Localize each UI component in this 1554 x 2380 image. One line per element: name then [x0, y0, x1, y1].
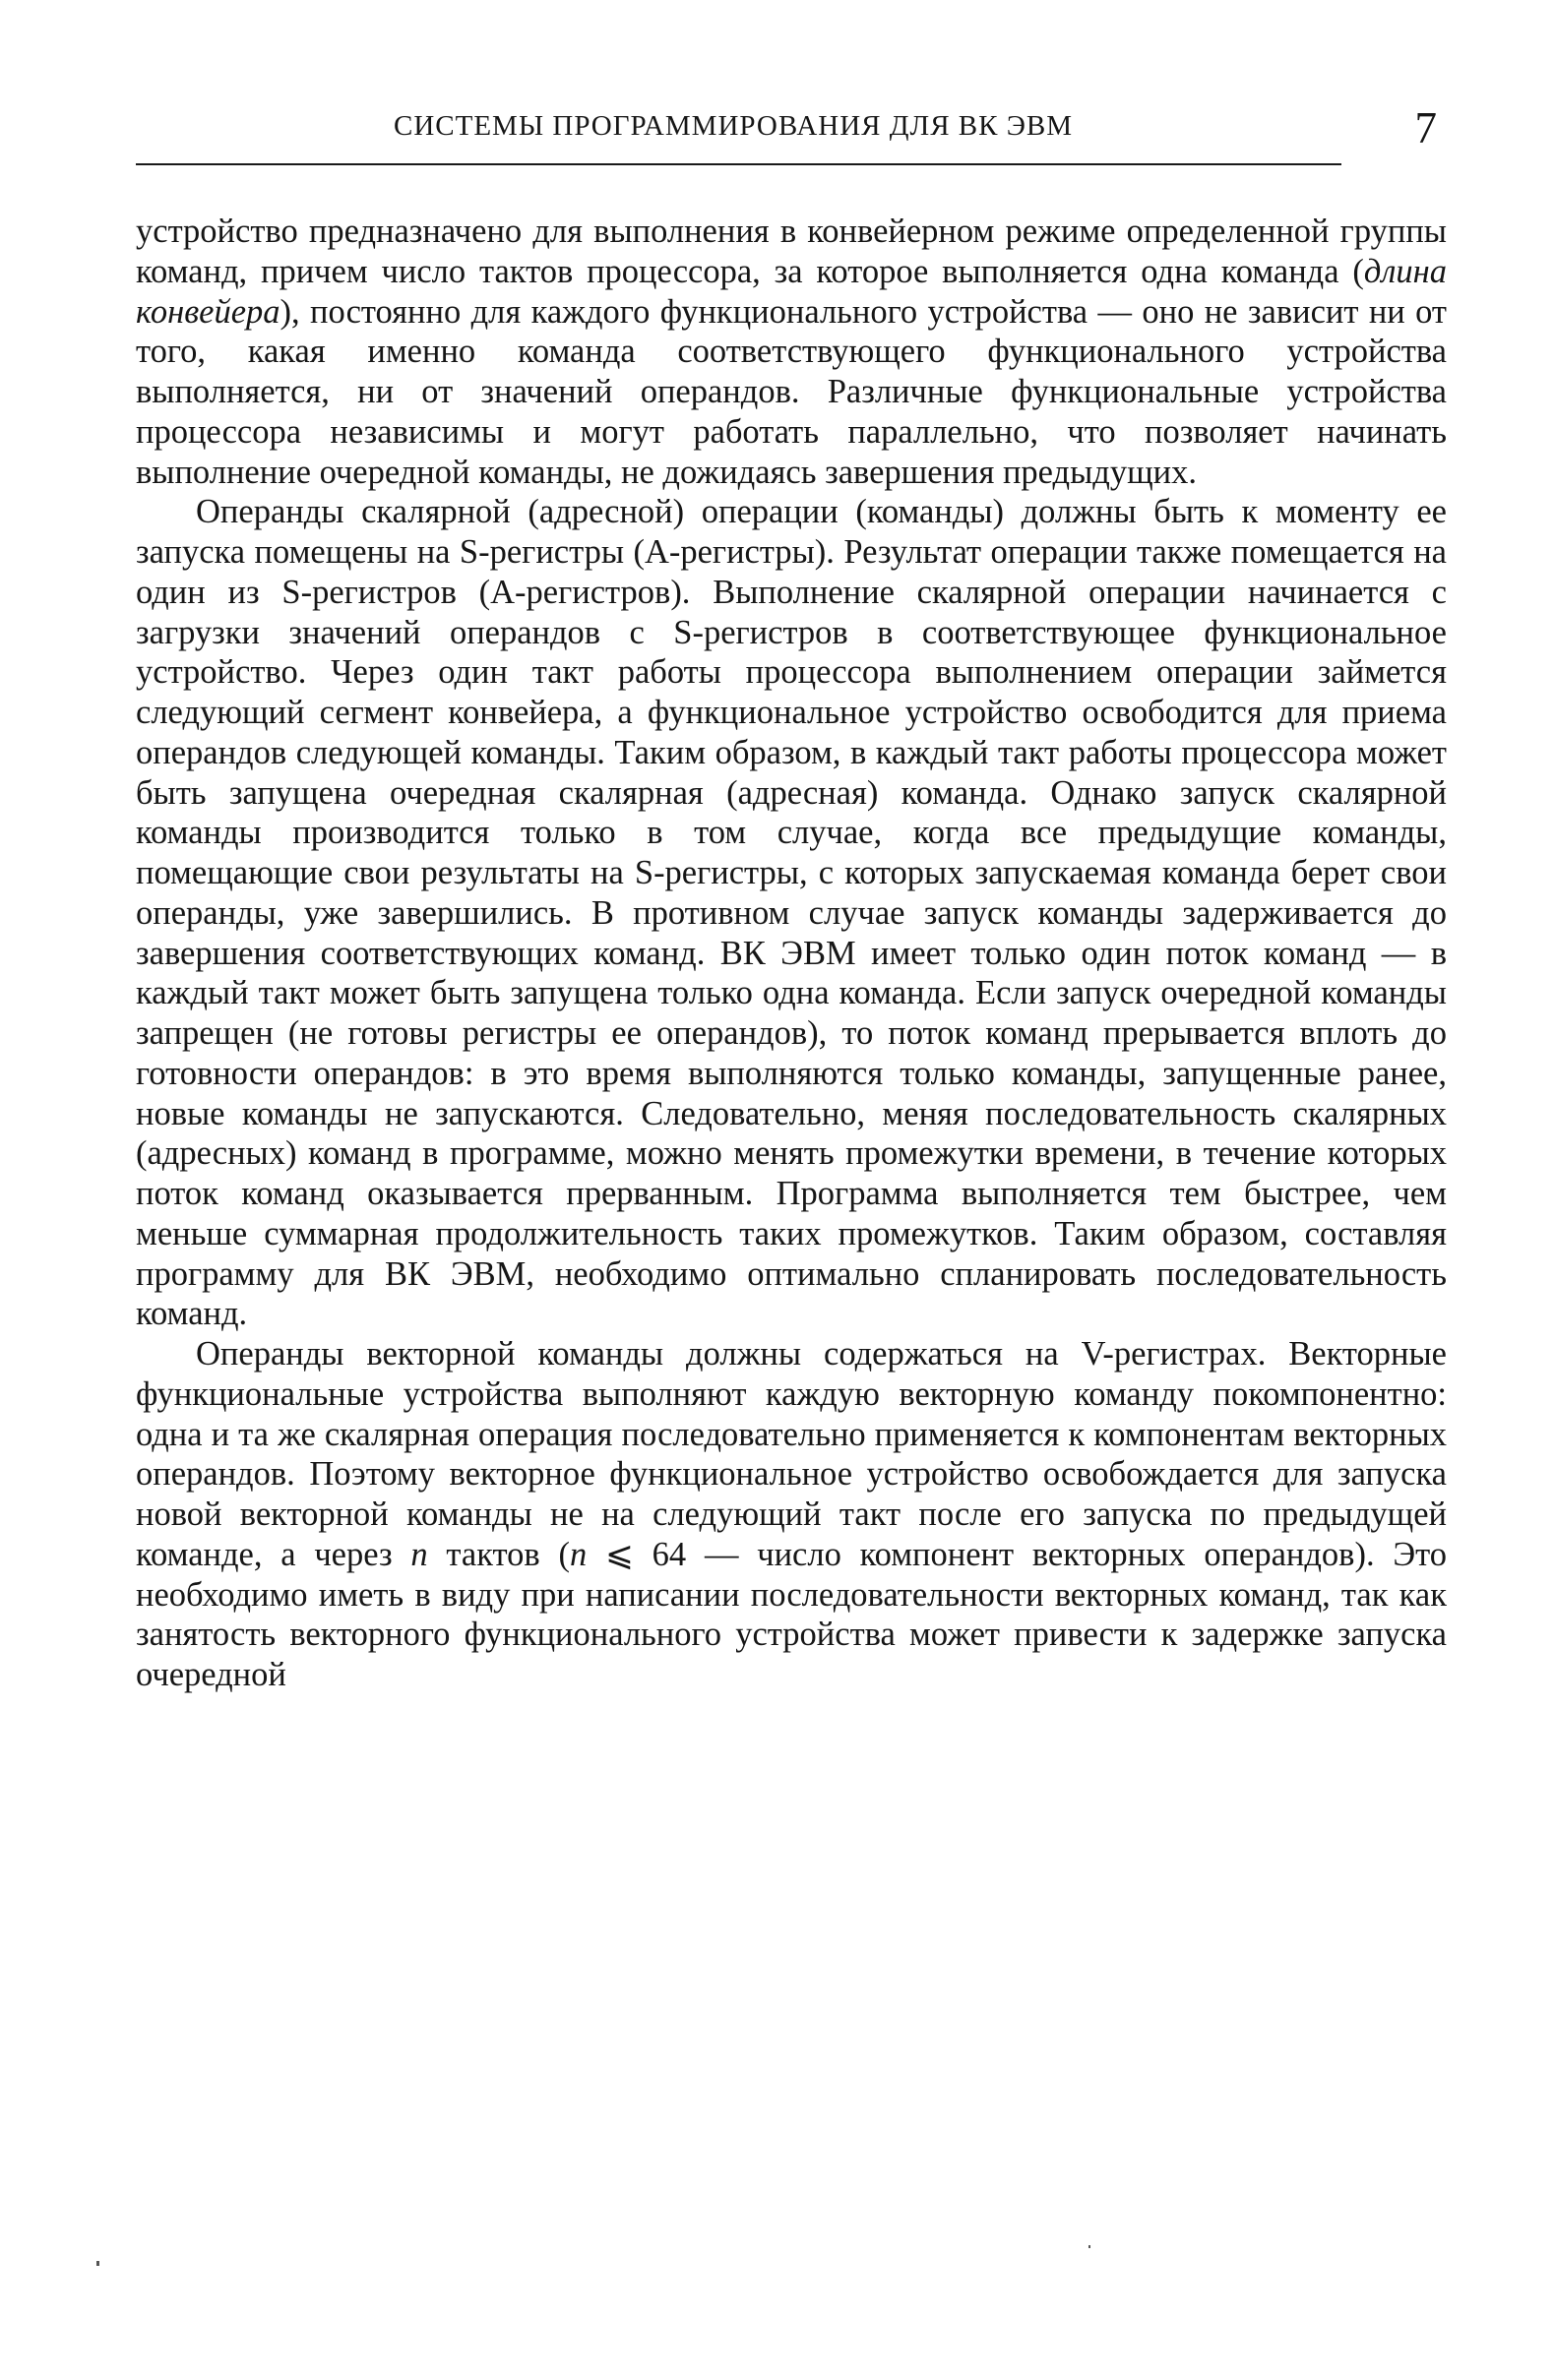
paragraph-3-n-symbol-2: n: [569, 1535, 588, 1573]
running-title: СИСТЕМЫ ПРОГРАММИРОВАНИЯ ДЛЯ ВК ЭВМ: [394, 110, 1074, 142]
print-speck: [1088, 2245, 1090, 2248]
print-speck: [96, 2261, 99, 2266]
paragraph-3-text-c: ⩽ 64 — число компонент векторных операндов). Это необходимо иметь в виду при написании последовательности векторных команд, так как занятость векторного функционального устройства может привести к задержке запуска очередной: [136, 1535, 1448, 1693]
paragraph-3-n-symbol: n: [410, 1535, 428, 1573]
paragraph-1: [136, 212, 1447, 492]
body-text: [136, 212, 1447, 1695]
paragraph-3-text-a: Операнды векторной команды должны содержаться на V-регистрах. Векторные функциональные устройства выполняют каждую векторную команду покомпонентно: одна и та же скалярная операция последовательно применяется к компонентам векторных операндов. Поэтому векторное функциональное устройство освобождается для запуска новой векторной команды не на следующий такт после его запуска по предыдущей команде, а через: [136, 1335, 1447, 1573]
running-header: [136, 102, 1447, 171]
paragraph-3: [136, 1334, 1447, 1695]
paragraph-2: Операнды скалярной (адресной) операции (команды) должны быть к моменту ее запуска помещены на S-регистры (А-регистры). Результат операции также помещается на один из S-регистров (А-регистров). Выполнение скалярной операции начинается с загрузки значений операндов с S-регистров в соответствующее функциональное устройство. Через один такт работы процессора выполнением операции займется следующий сегмент конвейера, а функциональное устройство освободится для приема операндов следующей команды. Таким образом, в каждый такт работы процессора может быть запущена очередная скалярная (адресная) команда. Однако запуск скалярной команды производится только в том случае, когда все предыдущие команды, помещающие свои результаты на S-регистры, с которых запускаемая команда берет свои операнды, уже завершились. В противном случае запуск команды задерживается до завершения соответствующих команд. ВК ЭВМ имеет только один поток команд — в каждый такт может быть запущена только одна команда. Если запуск очередной команды запрещен (не готовы регистры ее операндов), то поток команд прерывается вплоть до готовности операндов: в это время выполняются только команды, запущенные ранее, новые команды не запускаются. Следовательно, меняя последовательность скалярных (адресных) команд в программе, можно менять промежутки времени, в течение которых поток команд оказывается прерванным. Программа выполняется тем быстрее, чем меньше суммарная продолжительность таких промежутков. Таким образом, составляя программу для ВК ЭВМ, необходимо оптимально спланировать последовательность команд.: [136, 493, 1447, 1333]
header-rule: [136, 163, 1341, 165]
paragraph-1-term: длина конвейера: [136, 252, 1447, 331]
page-number: 7: [1414, 103, 1437, 153]
paragraph-3-text-b: тактов (: [427, 1535, 570, 1573]
paragraph-1-text-a: устройство предназначено для выполнения в конвейерном режиме определенной группы команд, причем число тактов процессора, за которое выполняется одна команда (: [136, 213, 1447, 290]
paragraph-1-text-b: ), постоянно для каждого функционального устройства — оно не зависит ни от того, какая именно команда соответствующего функционального устройства выполняется, ни от значений операндов. Различные функциональные устройства процессора независимы и могут работать параллельно, что позволяет начинать выполнение очередной команды, не дожидаясь завершения предыдущих.: [136, 292, 1447, 491]
